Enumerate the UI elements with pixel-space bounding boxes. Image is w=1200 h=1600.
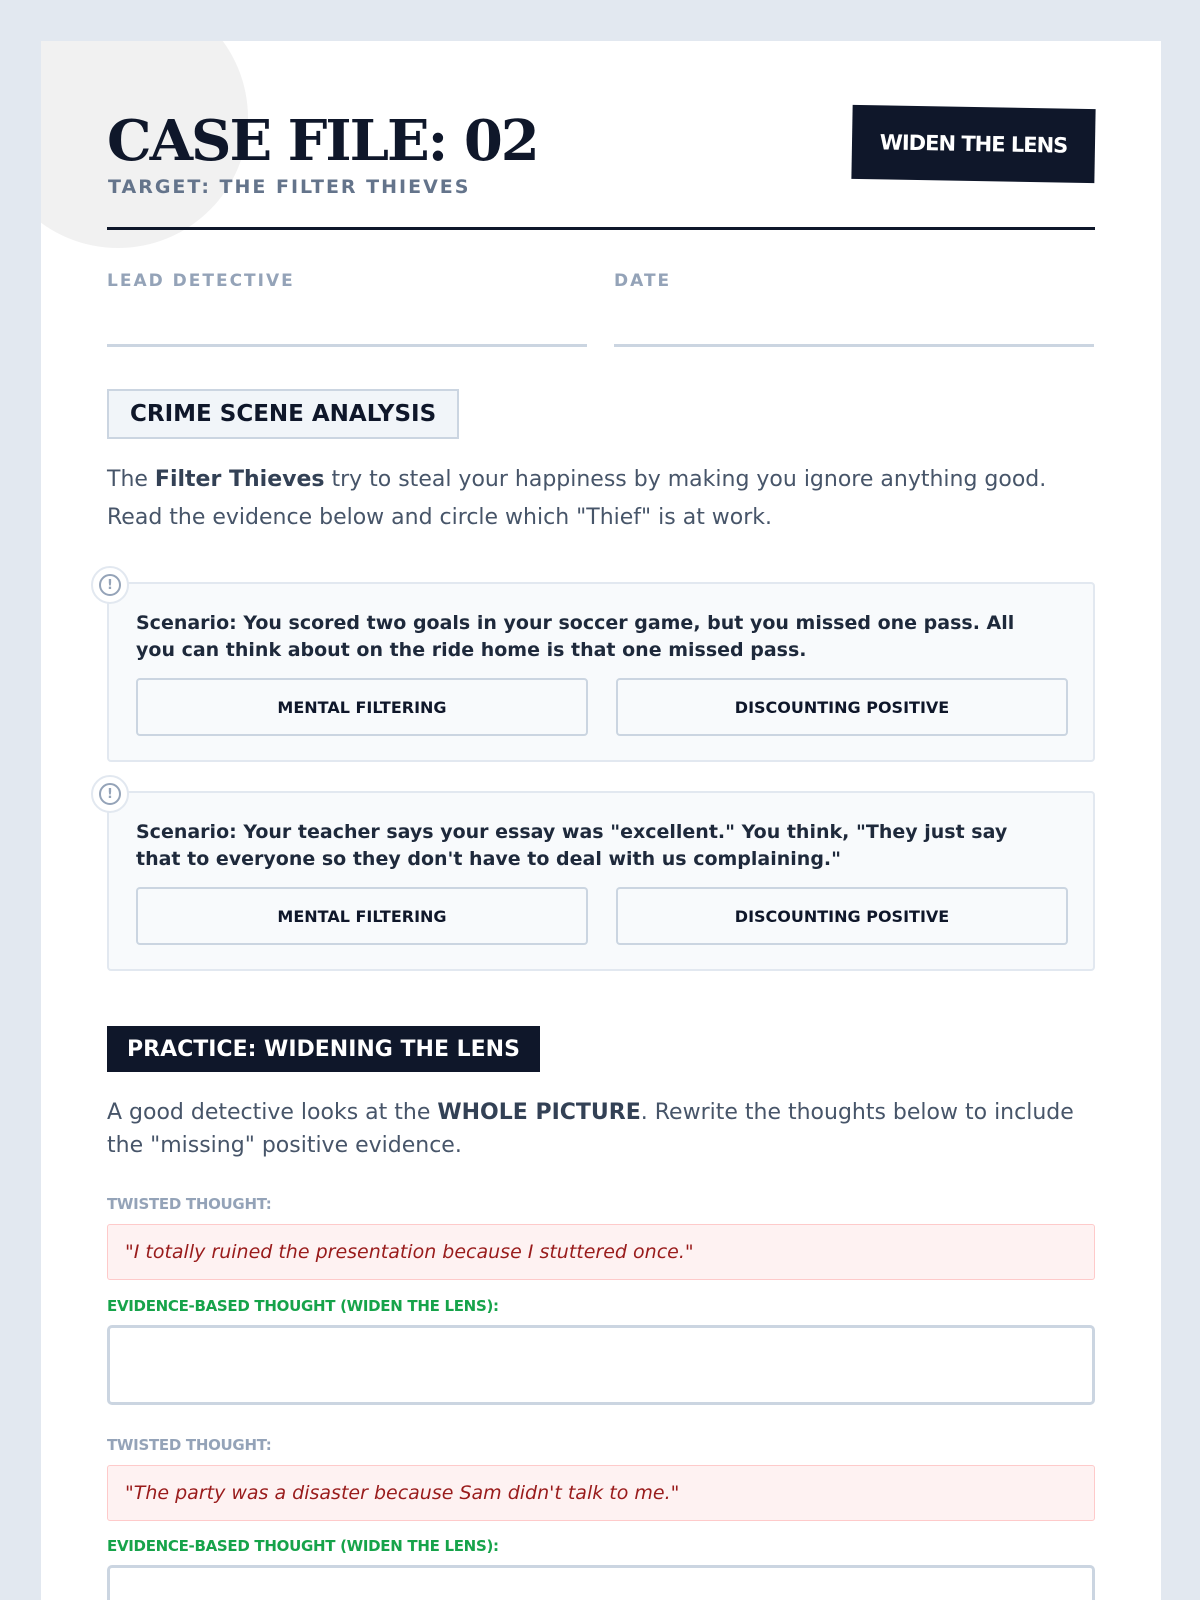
scenario-pin	[91, 566, 129, 604]
worksheet-content	[107, 41, 1095, 1555]
lead-detective-field	[107, 271, 587, 347]
header-divider	[107, 227, 1095, 230]
case-title: CASE FILE: 02	[107, 108, 538, 174]
twisted-thought-box: "The party was a disaster because Sam didn't talk to me."	[107, 1465, 1095, 1521]
case-subtitle: TARGET: THE FILTER THIEVES	[108, 176, 471, 198]
evidence-thought-label: EVIDENCE-BASED THOUGHT (WIDEN THE LENS):	[107, 1297, 499, 1315]
twisted-thought-label: TWISTED THOUGHT:	[107, 1195, 272, 1213]
lead-detective-input[interactable]	[107, 311, 587, 347]
scenario-card-2	[107, 786, 1095, 971]
mental-filtering-option[interactable]: MENTAL FILTERING	[136, 887, 588, 945]
evidence-thought-input[interactable]	[107, 1325, 1095, 1405]
evidence-thought-label: EVIDENCE-BASED THOUGHT (WIDEN THE LENS):	[107, 1537, 499, 1555]
scenario-card-1	[107, 577, 1095, 762]
detective-info-fields	[107, 271, 1095, 391]
intro-text-start: The	[107, 467, 155, 492]
discounting-positive-option[interactable]: DISCOUNTING POSITIVE	[616, 887, 1068, 945]
practice-intro-end: . Rewrite the thoughts below to include the "missing" positive evidence.	[107, 1100, 1074, 1158]
alert-circle-icon: !	[99, 574, 121, 596]
date-field	[614, 271, 1094, 347]
practice-heading: PRACTICE: WIDENING THE LENS	[107, 1026, 540, 1072]
scenario-text: Scenario: Your teacher says your essay was "excellent." You think, "They just say that to everyone so they don't have to deal with us complaining."	[136, 821, 1008, 870]
intro-emphasis: Filter Thieves	[154, 467, 325, 492]
practice-intro-start: A good detective looks at the	[107, 1100, 438, 1125]
scenario-pin	[91, 775, 129, 813]
worksheet-page	[41, 41, 1161, 1600]
date-input[interactable]	[614, 311, 1094, 347]
alert-circle-icon: !	[99, 783, 121, 805]
case-header	[107, 41, 1095, 229]
widen-the-lens-stamp-button[interactable]: WIDEN THE LENS	[851, 105, 1095, 183]
intro-text-end: try to steal your happiness by making you ignore anything good. Read the evidence below and circle which "Thief" is at work.	[107, 467, 1047, 530]
scenario-text: Scenario: You scored two goals in your soccer game, but you missed one pass. All you can think about on the ride home is that one missed pass.	[136, 612, 1015, 661]
evidence-thought-input[interactable]	[107, 1565, 1095, 1600]
practice-intro-emphasis: WHOLE PICTURE	[437, 1100, 641, 1125]
date-label: DATE	[614, 271, 672, 291]
crime-scene-heading: CRIME SCENE ANALYSIS	[107, 389, 459, 439]
discounting-positive-option[interactable]: DISCOUNTING POSITIVE	[616, 678, 1068, 736]
twisted-thought-label: TWISTED THOUGHT:	[107, 1436, 272, 1454]
twisted-thought-box: "I totally ruined the presentation because I stuttered once."	[107, 1224, 1095, 1280]
mental-filtering-option[interactable]: MENTAL FILTERING	[136, 678, 588, 736]
lead-detective-label: LEAD DETECTIVE	[107, 271, 295, 291]
crime-scene-intro	[107, 461, 1095, 537]
practice-intro	[107, 1096, 1095, 1162]
